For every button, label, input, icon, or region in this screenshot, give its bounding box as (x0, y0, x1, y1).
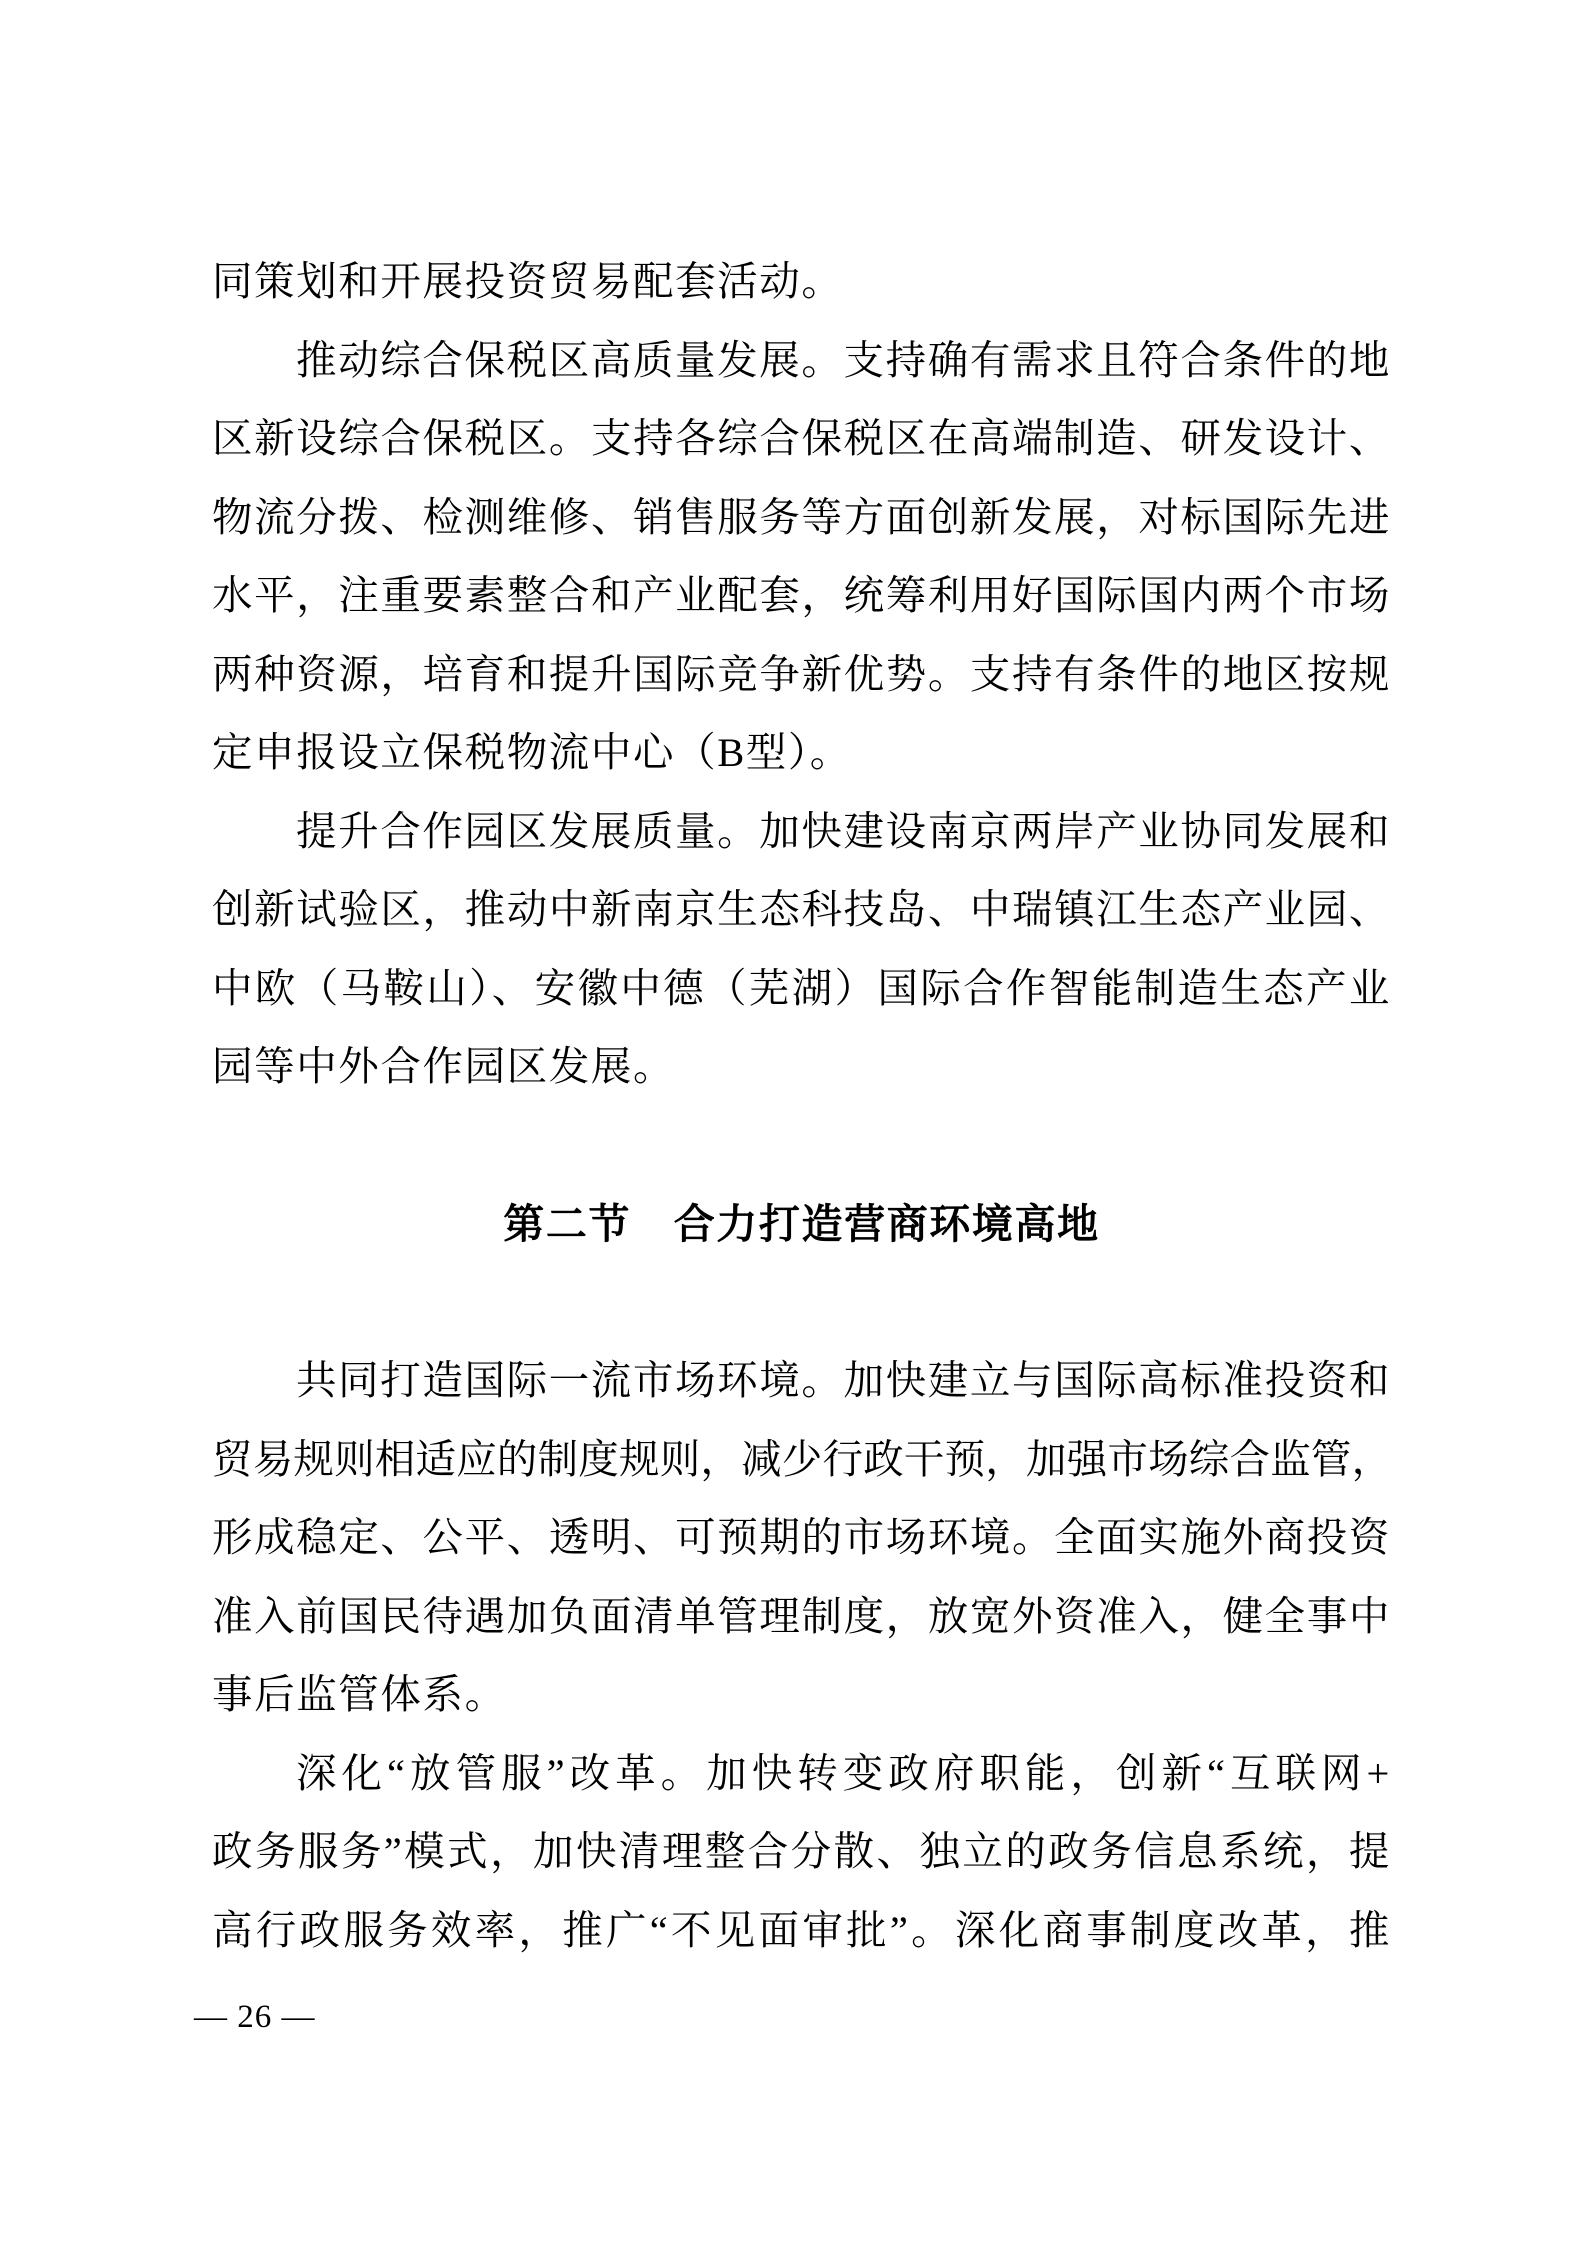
section-heading: 第二节 合力打造营商环境高地 (503, 1201, 1100, 1247)
body-line: 同策划和开展投资贸易配套活动。 (212, 259, 844, 304)
body-line: 园等中外合作园区发展。 (212, 1044, 676, 1089)
body-line: 形成稳定、公平、透明、可预期的市场环境。全面实施外商投资 (212, 1515, 1391, 1560)
blank-line (212, 1107, 1391, 1186)
body-line: 提升合作园区发展质量。加快建设南京两岸产业协同发展和 (296, 808, 1391, 854)
body-line: 准入前国民待遇加负面清单管理制度，放宽外资准入，健全事中 (212, 1593, 1391, 1639)
body-line: 物流分拨、检测维修、销售服务等方面创新发展，对标国际先进 (212, 494, 1391, 540)
text-block (212, 243, 1391, 1970)
body-line: 中欧（马鞍山）、安徽中德（芜湖）国际合作智能制造生态产业 (212, 965, 1391, 1011)
body-line: 深化“放管服”改革。加快转变政府职能，创新“互联网+ (296, 1750, 1391, 1796)
body-line: 推动综合保税区高质量发展。支持确有需求且符合条件的地 (296, 337, 1391, 383)
body-line: 事后监管体系。 (212, 1672, 507, 1717)
body-line: 贸易规则相适应的制度规则，减少行政干预，加强市场综合监管， (212, 1436, 1393, 1482)
body-line: 水平，注重要素整合和产业配套，统筹利用好国际国内两个市场 (212, 573, 1391, 618)
body-line: 定申报设立保税物流中心（B型）。 (212, 730, 852, 775)
page-number: — 26 — (194, 1999, 316, 2035)
body-line: 区新设综合保税区。支持各综合保税区在高端制造、研发设计、 (212, 416, 1391, 461)
body-line: 高行政服务效率，推广“不见面审批”。深化商事制度改革，推 (212, 1907, 1391, 1953)
body-line: 创新试验区，推动中新南京生态科技岛、中瑞镇江生态产业园、 (212, 887, 1391, 932)
blank-line (212, 1264, 1391, 1343)
body-line: 政务服务”模式，加快清理整合分散、独立的政务信息系统，提 (212, 1829, 1391, 1874)
body-line: 共同打造国际一流市场环境。加快建立与国际高标准投资和 (296, 1358, 1391, 1403)
body-line: 两种资源，培育和提升国际竞争新优势。支持有条件的地区按规 (212, 651, 1391, 697)
